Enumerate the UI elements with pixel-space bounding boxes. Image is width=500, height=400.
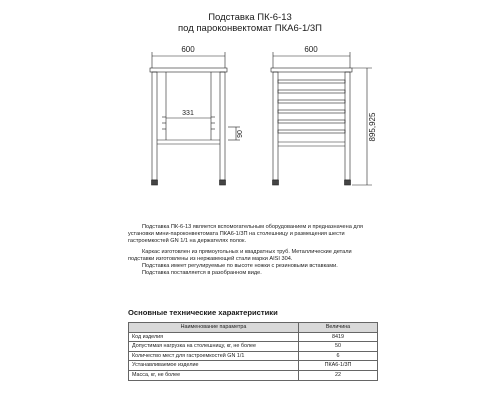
spec-name: Количество мест для гастроемкостей GN 1/1 <box>129 351 299 361</box>
doc-title-line1: Подставка ПК-6-13 <box>208 12 292 23</box>
specs-title: Основные технические характеристики <box>128 308 278 317</box>
side-width-label: 600 <box>304 45 318 54</box>
table-row <box>129 361 378 371</box>
spec-name: Устанавливаемое изделие <box>129 361 299 371</box>
front-leg-left <box>152 72 157 180</box>
spec-value: 50 <box>299 342 378 352</box>
front-foot-right <box>220 180 226 185</box>
total-height-label: 895,925 <box>368 112 377 142</box>
specs-header-name: Наименование параметра <box>129 323 299 333</box>
side-leg-left <box>273 72 278 180</box>
doc-title-line2: под пароконвектомат ПКА6-1/3П <box>178 23 322 34</box>
spec-value: 8419 <box>299 332 378 342</box>
side-shelf-4 <box>278 110 345 113</box>
spec-name: Допустимая нагрузка на столешницу, кг, не более <box>129 342 299 352</box>
specs-header-value: Величина <box>299 323 378 333</box>
spec-value: 22 <box>299 370 378 380</box>
description-paragraph: Подставка имеет регулируемые по высоте ножки с резиновыми вставками. <box>142 263 338 270</box>
inner-width-label: 331 <box>182 110 194 117</box>
spec-value: 6 <box>299 351 378 361</box>
gap-height-label: 90 <box>237 130 244 138</box>
side-shelf-2 <box>278 90 345 93</box>
side-tabletop <box>271 68 352 72</box>
table-row <box>129 370 378 380</box>
table-row <box>129 332 378 342</box>
front-foot-left <box>152 180 158 185</box>
side-shelf-6 <box>278 130 345 133</box>
side-shelf-5 <box>278 120 345 123</box>
side-leg-right <box>345 72 350 180</box>
front-width-label: 600 <box>181 45 195 54</box>
table-row <box>129 351 378 361</box>
table-row <box>129 342 378 352</box>
specs-header-row <box>129 323 378 333</box>
side-shelf-1 <box>278 80 345 83</box>
spec-name: Масса, кг, не более <box>129 370 299 380</box>
description-paragraph: Каркас изготовлен из прямоугольных и квадратных труб. Металлические детали подставки изготовлены из нержавеющей стали марки AISI 304. <box>128 248 352 262</box>
spec-value: ПКА6-1/3П <box>299 361 378 371</box>
spec-name: Код изделия <box>129 332 299 342</box>
side-shelf-3 <box>278 100 345 103</box>
front-tabletop <box>150 68 227 72</box>
specs-table <box>128 322 378 381</box>
description-paragraph: Подставка поставляется в разобранном виде. <box>142 270 262 277</box>
description-paragraph: Подставка ПК-6-13 является вспомогательным оборудованием и предназначена для установки мини-пароконвектомата ПКА6-1/3П на столешницу и размещения шести гастроемкостей GN 1/1 на держателях полок. <box>128 224 363 245</box>
description <box>128 224 378 277</box>
front-leg-right <box>220 72 225 180</box>
